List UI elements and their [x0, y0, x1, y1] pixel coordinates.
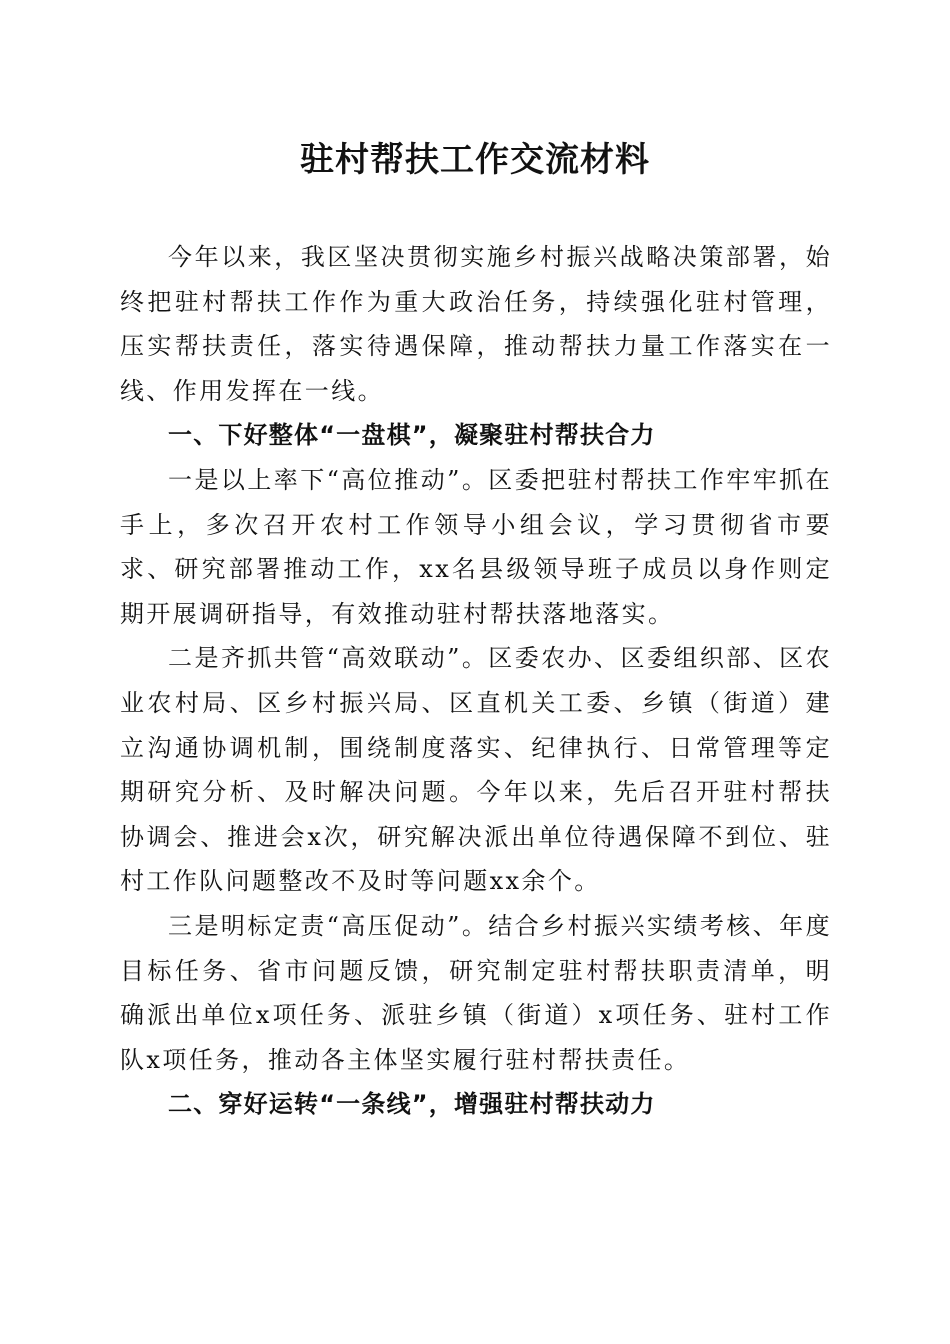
- section-1-paragraph-3: 三是明标定责“高压促动”。结合乡村振兴实绩考核、年度目标任务、省市问题反馈，研究制定驻村帮扶职责清单，明确派出单位x项任务、派驻乡镇（街道）x项任务、驻村工作队x项任务，推动各主体坚实履行驻村帮扶责任。: [120, 911, 832, 1074]
- document-body: [120, 235, 832, 1127]
- section-2-heading: 二、穿好运转“一条线”，增强驻村帮扶动力: [168, 1090, 656, 1119]
- document-title: 驻村帮扶工作交流材料: [300, 140, 650, 180]
- intro-paragraph: 今年以来，我区坚决贯彻实施乡村振兴战略决策部署，始终把驻村帮扶工作作为重大政治任务，持续强化驻村管理，压实帮扶责任，落实待遇保障，推动帮扶力量工作落实在一线、作用发挥在一线。: [120, 243, 832, 405]
- section-1-paragraph-2: 二是齐抓共管“高效联动”。区委农办、区委组织部、区农业农村局、区乡村振兴局、区直机关工委、乡镇（街道）建立沟通协调机制，围绕制度落实、纪律执行、日常管理等定期研究分析、及时解决问题。今年以来，先后召开驻村帮扶协调会、推进会x次，研究解决派出单位待遇保障不到位、驻村工作队问题整改不及时等问题xx余个。: [120, 644, 832, 896]
- section-1-heading: 一、下好整体“一盘棋”，凝聚驻村帮扶合力: [168, 421, 656, 450]
- section-1-paragraph-1: 一是以上率下“高位推动”。区委把驻村帮扶工作牢牢抓在手上，多次召开农村工作领导小组会议，学习贯彻省市要求、研究部署推动工作，xx名县级领导班子成员以身作则定期开展调研指导，有效推动驻村帮扶落地落实。: [120, 465, 832, 628]
